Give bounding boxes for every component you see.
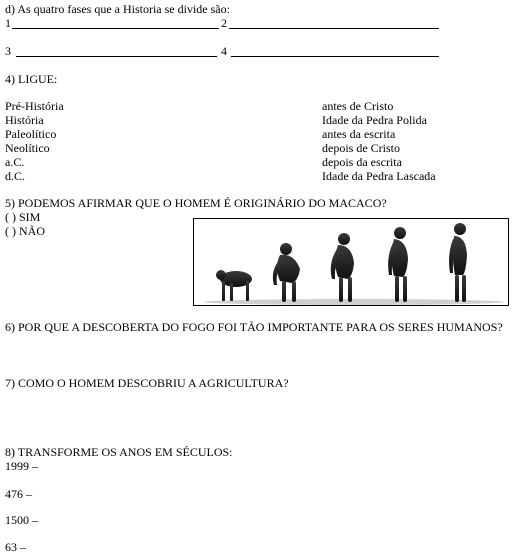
hominid-figure-2-icon	[273, 243, 300, 302]
evolution-silhouettes-icon	[194, 219, 508, 305]
match-left-item: Paleolítico	[5, 127, 57, 141]
match-right-item: Idade da Pedra Lascada	[322, 169, 436, 183]
phase-label-1: 1	[5, 16, 11, 30]
human-evolution-image	[193, 218, 509, 306]
answer-line-1[interactable]	[12, 28, 219, 29]
phase-label-4: 4	[221, 44, 227, 58]
homo-sapiens-figure-icon	[449, 223, 467, 302]
match-right-item: Idade da Pedra Polida	[322, 113, 427, 127]
option-sim[interactable]: ( ) SIM	[5, 210, 41, 224]
option-nao[interactable]: ( ) NÃO	[5, 224, 45, 238]
hominid-figure-4-icon	[388, 227, 408, 302]
match-right-item: antes de Cristo	[322, 99, 394, 113]
year-item: 476 –	[5, 487, 32, 501]
year-item: 1999 –	[5, 459, 38, 473]
year-item: 1500 –	[5, 513, 38, 527]
question-8-title: 8) TRANSFORME OS ANOS EM SÉCULOS:	[5, 445, 233, 459]
match-left-item: a.C.	[5, 155, 25, 169]
answer-line-3[interactable]	[16, 56, 217, 57]
hominid-figure-3-icon	[331, 233, 354, 302]
question-7-title: 7) COMO O HOMEM DESCOBRIU A AGRICULTURA?	[5, 376, 289, 390]
phase-label-2: 2	[221, 16, 227, 30]
match-left-item: d.C.	[5, 169, 26, 183]
match-left-item: História	[5, 113, 44, 127]
match-left-item: Neolítico	[5, 141, 50, 155]
phase-label-3: 3	[5, 44, 11, 58]
answer-line-4[interactable]	[231, 56, 439, 57]
year-item: 63 –	[5, 540, 26, 554]
match-right-item: depois de Cristo	[322, 141, 400, 155]
answer-line-2[interactable]	[229, 28, 439, 29]
question-d-prompt: d) As quatro fases que a Historia se divide são:	[5, 2, 230, 16]
question-5-title: 5) PODEMOS AFIRMAR QUE O HOMEM É ORIGINÁRIO DO MACACO?	[5, 196, 387, 210]
question-4-title: 4) LIGUE:	[5, 72, 58, 86]
match-left-item: Pré-História	[5, 99, 64, 113]
ape-figure-icon	[216, 270, 252, 301]
match-right-item: depois da escrita	[322, 155, 402, 169]
question-6-title: 6) POR QUE A DESCOBERTA DO FOGO FOI TÃO IMPORTANTE PARA OS SERES HUMANOS?	[5, 320, 503, 334]
match-right-item: antes da escrita	[322, 127, 396, 141]
